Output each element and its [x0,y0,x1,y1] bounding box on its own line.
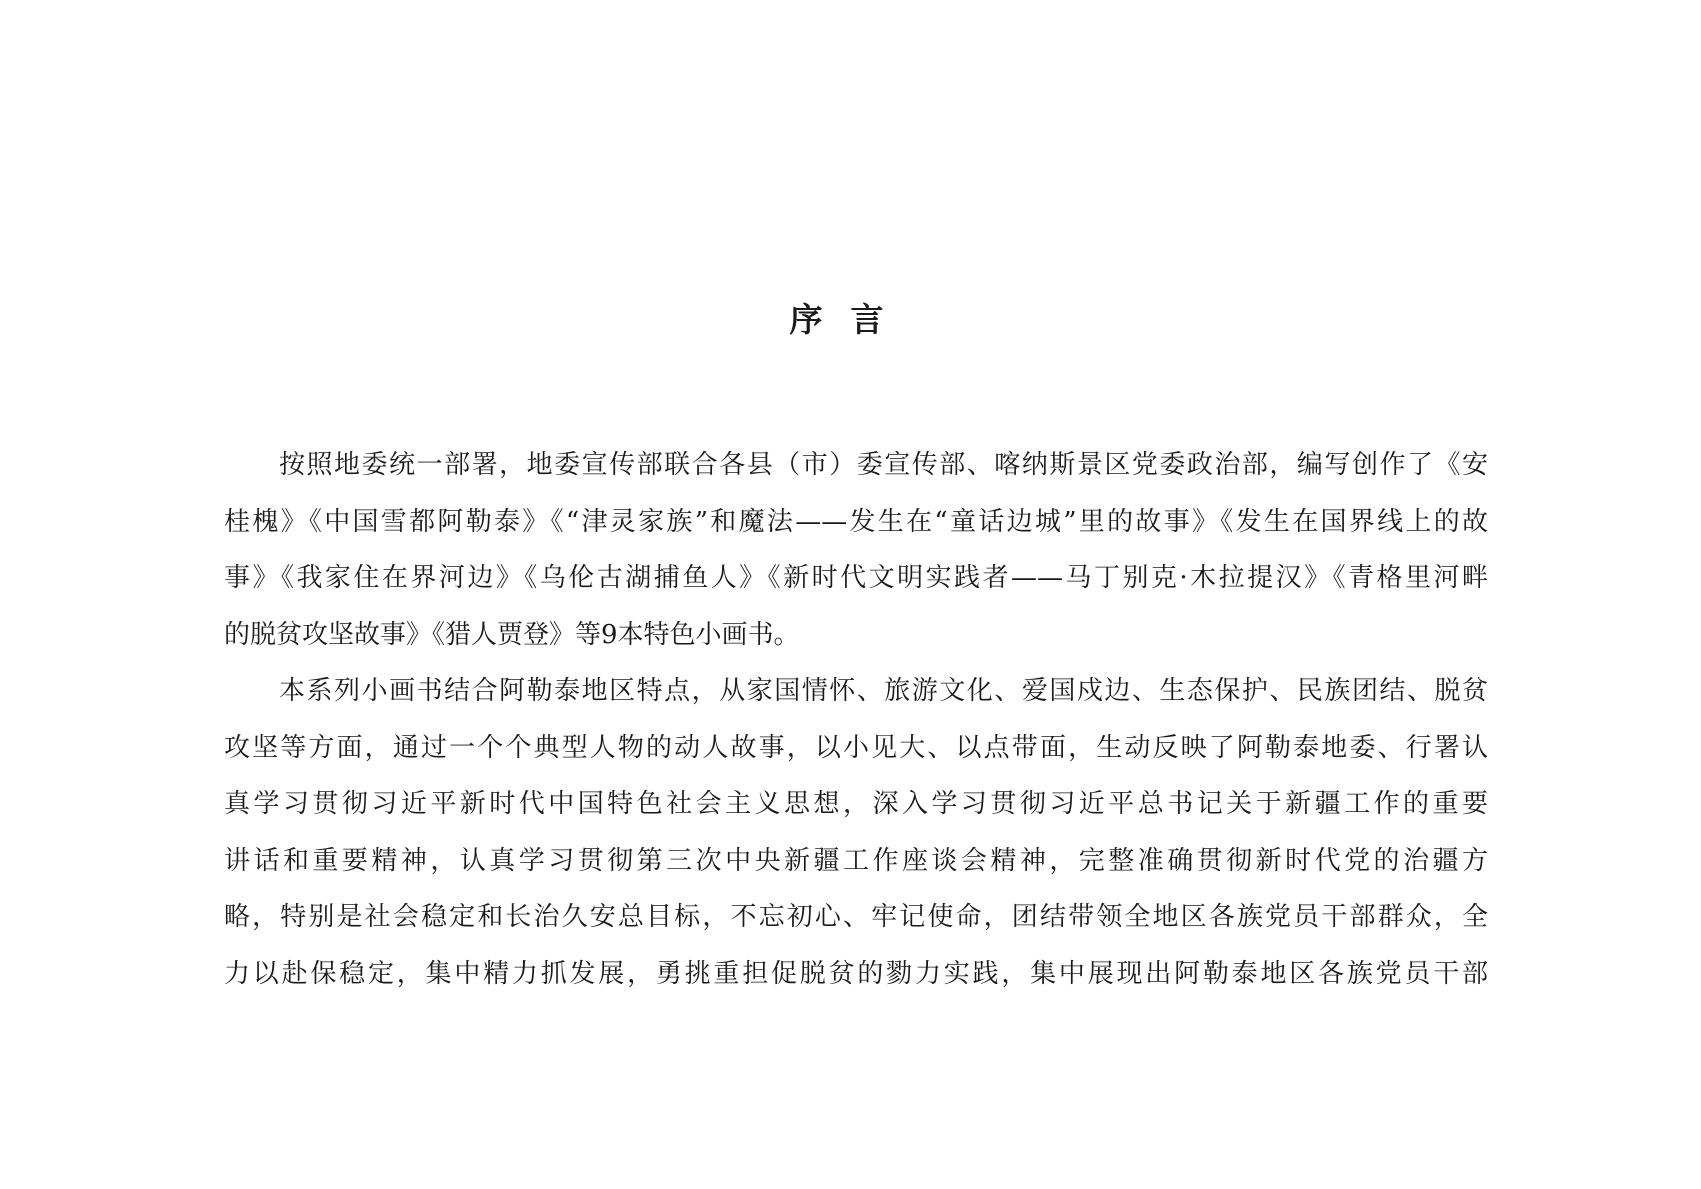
text-line: 讲话和重要精神，认真学习贯彻第三次中央新疆工作座谈会精神，完整准确贯彻新时代党的治疆方 [224,845,1488,876]
text-line: 的脱贫攻坚故事》《猎人贾登》等9本特色小画书。 [224,619,800,650]
body-text [224,437,1488,1002]
text-line: 事》《我家住在界河边》《乌伦古湖捕鱼人》《新时代文明实践者——马丁别克·木拉提汉》《青格里河畔 [224,563,1488,593]
paragraph-1 [224,437,1488,663]
text-line: 力以赴保稳定，集中精力抓发展，勇挑重担促脱贫的勠力实践，集中展现出阿勒泰地区各族党员干部 [224,958,1488,989]
text-line: 真学习贯彻习近平新时代中国特色社会主义思想，深入学习贯彻习近平总书记关于新疆工作的重要 [224,789,1488,819]
page-title: 序言 [789,300,912,339]
text-line: 攻坚等方面，通过一个个典型人物的动人故事，以小见大、以点带面，生动反映了阿勒泰地委、行署认 [224,732,1488,763]
text-line: 按照地委统一部署，地委宣传部联合各县（市）委宣传部、喀纳斯景区党委政治部，编写创作了《安 [224,450,1488,480]
text-line: 略，特别是社会稳定和长治久安总目标，不忘初心、牢记使命，团结带领全地区各族党员干部群众，全 [224,902,1488,932]
paragraph-2 [224,663,1488,1002]
text-line: 桂槐》《中国雪都阿勒泰》《“津灵家族”和魔法——发生在“童话边城”里的故事》《发生在国界线上的故 [224,506,1488,537]
text-line: 本系列小画书结合阿勒泰地区特点，从家国情怀、旅游文化、爱国戍边、生态保护、民族团结、脱贫 [224,676,1488,706]
